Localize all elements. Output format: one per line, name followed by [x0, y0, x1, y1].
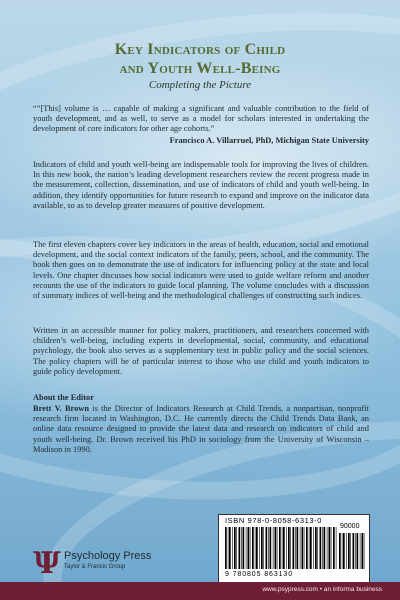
publisher-logo — [33, 547, 163, 581]
barcode-bar — [250, 527, 251, 569]
barcode-bar — [313, 527, 314, 569]
barcode-bar — [362, 533, 364, 569]
publisher-name: Psychology Press — [64, 550, 152, 562]
barcode-bar — [246, 527, 247, 569]
ean-number: 9 780805 863130 — [225, 571, 293, 578]
publisher-group: Taylor & Francis Group — [64, 564, 126, 570]
description-paragraph-1: Indicators of child and youth well-being are indispensable tools for improving the lives of children. In this new book, the nation’s leading development researchers review the recent progress made in the measurement, collection, dissemination, and use of indicators of child and youth well-being. In addition, they identify opportunities for future research to expand and improve on the indicator data available, so as to develop greater measures of positive development. — [33, 160, 369, 210]
barcode-bar — [229, 527, 231, 569]
publisher-url: www.psypress.com • an informa business — [262, 586, 382, 593]
book-subtitle: Completing the Picture — [148, 79, 252, 91]
barcode-bar — [259, 527, 260, 569]
barcode-bar — [322, 527, 323, 569]
barcode-bar — [315, 527, 317, 569]
barcode-bar — [357, 533, 359, 569]
barcode-bar — [297, 527, 299, 569]
about-editor-text — [33, 404, 369, 455]
barcode-bar — [331, 527, 332, 569]
title-line-2: and Youth Well-Being — [119, 60, 281, 77]
barcode-bar — [232, 527, 233, 569]
barcode-bar — [333, 527, 335, 569]
barcode-bar — [324, 527, 326, 569]
price-barcode-bars — [339, 533, 365, 569]
barcode-bar — [350, 533, 351, 569]
barcode-bar — [288, 527, 290, 569]
barcode-bar — [360, 533, 361, 569]
barcode-bar — [364, 533, 365, 569]
barcode-bar — [228, 527, 229, 569]
barcode-bar — [295, 527, 296, 569]
barcode-bar — [327, 527, 328, 569]
barcode-bar — [300, 527, 301, 569]
barcode-bar — [270, 527, 272, 569]
barcode-bar — [306, 527, 308, 569]
title-line-1: Key Indicators of Child — [114, 41, 286, 58]
barcode-bar — [282, 527, 283, 569]
barcode-bar — [279, 527, 281, 569]
barcode-bar — [241, 527, 242, 569]
barcode-bar — [255, 527, 256, 569]
price-code: 90000 — [340, 523, 360, 530]
barcode-bar — [236, 527, 237, 569]
endorsement-quote: “”[This] volume is … capable of making a significant and valuable contribution to the field of youth development, and as well, to serve as a model for scholars interested in undertaking the development of core indicators for other age cohorts.” — [33, 104, 369, 134]
barcode-bar — [329, 527, 331, 569]
psi-glyph: Ψ — [33, 547, 61, 579]
barcode-bar — [355, 533, 356, 569]
book-title — [0, 40, 400, 78]
isbn-label: ISBN 978-0-8058-6313-0 — [225, 516, 323, 525]
description-paragraph-3: Written in an accessible manner for policy makers, practitioners, and researchers concerned with children’s well-being, including experts in developmental, social, community, and educational psychology, the book also serves as a supplementary text in public policy and the social sciences. The policy chapters will be of particular interest to those who use child and youth indicators to guide policy development. — [33, 326, 369, 376]
barcode-bar — [283, 527, 285, 569]
barcode-bar — [320, 527, 322, 569]
barcode-bar — [266, 527, 268, 569]
barcode-bar — [263, 527, 264, 569]
editor-bio: is the Director of Indicators Research at Child Trends, a nonpartisan, nonprofit research firm located in Washington, D.C. He currently directs the Child Trends Data Bank, an online data resource designed to provide the latest data and research on indicators of child and youth well-being. Dr. Brown received his PhD in sociology from the University of Wisconsin – Madison in 1990. — [33, 404, 369, 454]
barcode — [218, 514, 370, 584]
barcode-bar — [234, 527, 236, 569]
barcode-bar — [256, 527, 258, 569]
barcode-bar — [309, 527, 310, 569]
barcode-bar — [339, 533, 341, 569]
ean-barcode-bars — [225, 527, 337, 569]
description-paragraph-2: The first eleven chapters cover key indicators in the areas of health, education, social and emotional development, and the social context indicators of the family, peers, school, and the community. The book then goes on to demonstrate the use of indicators for influencing policy at the state and local levels. One chapter discusses how social indicators were used to guide welfare reform and another recounts the use of the indicators to guide local planning. The volume concludes with a discussion of summary indices of well-being and the methodological challenges of constructing such indices. — [33, 240, 369, 301]
barcode-bar — [317, 527, 318, 569]
barcode-bar — [346, 533, 347, 569]
barcode-bar — [336, 527, 337, 569]
barcode-bar — [293, 527, 295, 569]
barcode-bar — [252, 527, 254, 569]
barcode-bar — [286, 527, 287, 569]
barcode-bar — [268, 527, 269, 569]
barcode-bar — [304, 527, 305, 569]
psi-logo-icon — [33, 547, 61, 579]
barcode-bar — [353, 533, 355, 569]
barcode-bar — [343, 533, 345, 569]
about-editor-heading: About the Editor — [33, 393, 94, 402]
barcode-bar — [273, 527, 274, 569]
editor-name: Brett V. Brown — [33, 404, 89, 413]
barcode-bar — [342, 533, 343, 569]
barcode-bar — [225, 527, 227, 569]
barcode-bar — [290, 527, 291, 569]
barcode-bar — [239, 527, 241, 569]
barcode-bar — [261, 527, 263, 569]
barcode-bar — [310, 527, 312, 569]
barcode-bar — [248, 527, 250, 569]
barcode-bar — [243, 527, 245, 569]
barcode-bar — [275, 527, 277, 569]
barcode-bar — [277, 527, 278, 569]
quote-attribution: Francisco A. Villarruel, PhD, Michigan State University — [169, 136, 369, 145]
barcode-bar — [348, 533, 350, 569]
barcode-bar — [302, 527, 304, 569]
